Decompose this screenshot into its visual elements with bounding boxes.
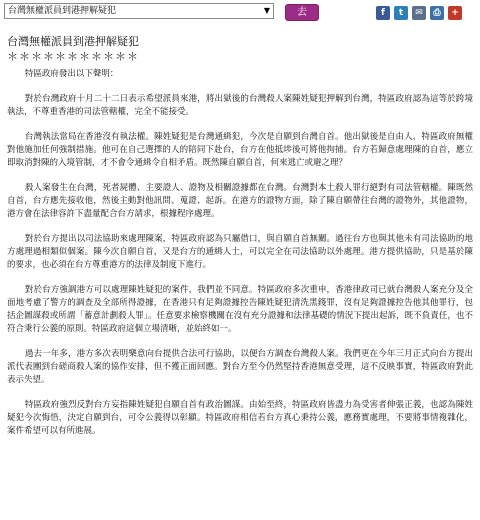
- paragraph-3: 台灣執法當局在香港沒有執法權。陳姓疑犯是台灣通緝犯，今次是自願到台灣自首。他出獄後是自由人，特區政府無權對他施加任何強制措施。他可在自己選擇的人的陪同下赴台，台方在他抵埗後可將他拘捕。台方若歸意處理陳的自首，應立即取消對陳的入境管制，才不會令通緝令自相矛盾。既然陳自願自首，何來逃亡或避之理？: [7, 132, 473, 168]
- twitter-icon[interactable]: t: [394, 6, 408, 20]
- paragraph-5: 對於台方提出以司法協助來處理陳案，特區政府認為只屬借口，與自願自首無關。過往台方也與其他未有司法協助的地方處理過相類似個案。陳今次自願自首，又是台方的通緝人士，可以完全在司法協助以外處理。港方提供協助，只是基於陳的要求，也必須在台方尊重港方的法律及制度下進行。: [7, 234, 473, 270]
- facebook-icon[interactable]: f: [376, 6, 390, 20]
- paragraph-4: 殺人案發生在台灣，死者屍體、主要證人、證物及相關證據都在台灣。台灣對本土殺人罪行絕對有司法管轄權。陳既然自首，台方應先接收他，然後主動對他訊問、蒐證、起訴。在港方的證物方面，除了陳自願帶往台灣的證物外，其他證物，港方會在法律容許下盡量配合台方請求，根據程序處理。: [7, 183, 473, 219]
- chevron-down-icon: ▼: [263, 6, 270, 15]
- share-icons: [376, 6, 462, 20]
- paragraph-1: 特區政府發出以下聲明：: [24, 69, 119, 79]
- paragraph-2: 對於台灣政府十月二十二日表示希望派員來港，將出獄後的台灣殺人案陳姓疑犯押解到台灣，特區政府認為這等於跨境執法，不尊重香港的司法管轄權，完全不能接受。: [7, 94, 473, 117]
- title-underline: ＊＊＊＊＊＊＊＊＊＊＊: [7, 50, 139, 63]
- paragraph-7: 過去一年多，港方多次表明樂意向台提供合法可行協助，以便台方調查台灣殺人案。我們更在今年三月正式向台方提出派代表團到台磋商殺人案的協作安排，但不獲正面回應。對台方至今仍然堅持香港無意受理，這不反映事實，特區政府對此表示失望。: [7, 349, 473, 385]
- email-icon[interactable]: ✉: [412, 6, 426, 20]
- toolbar: [0, 0, 480, 28]
- article: [7, 34, 473, 450]
- share-icon[interactable]: +: [448, 6, 462, 20]
- paragraph-6: 對於台方強調港方可以處理陳姓疑犯的案件，我們並不同意。特區政府多次重申，香港律政司已就台灣殺人案充分及全面地考慮了警方的調查及全部所得證據，在香港只有足夠證據控告陳姓疑犯清洗黑錢罪，沒有足夠證據控告他其他罪行，包括企圖謀殺或所謂「蓄意計劃殺人罪」。任意要求檢察機關在沒有充分證據和法律基礎的情況下提出起訴，既不負責任，也不符合秉行公義的原則。特區政府這個立場清晰，並始終如一。: [7, 285, 473, 334]
- print-icon[interactable]: ⎙: [430, 6, 444, 20]
- paragraph-8: 特區政府強烈反對台方妄指陳姓疑犯自願自首有政治圖謀。由始至終，特區政府皆盡力為受害者伸張正義，也認為陳姓疑犯今次悔悟，決定自願到台，可令公義得以彰顯。特區政府相信若台方真心秉持公義，應務實處理，不要將事情複雜化，案件希望可以有所進展。: [7, 400, 473, 436]
- article-select[interactable]: [4, 3, 274, 19]
- go-button[interactable]: 去: [285, 4, 319, 21]
- article-title: 台灣無權派員到港押解疑犯: [7, 35, 139, 48]
- article-select-value: 台灣無權派員到港押解疑犯: [8, 6, 117, 16]
